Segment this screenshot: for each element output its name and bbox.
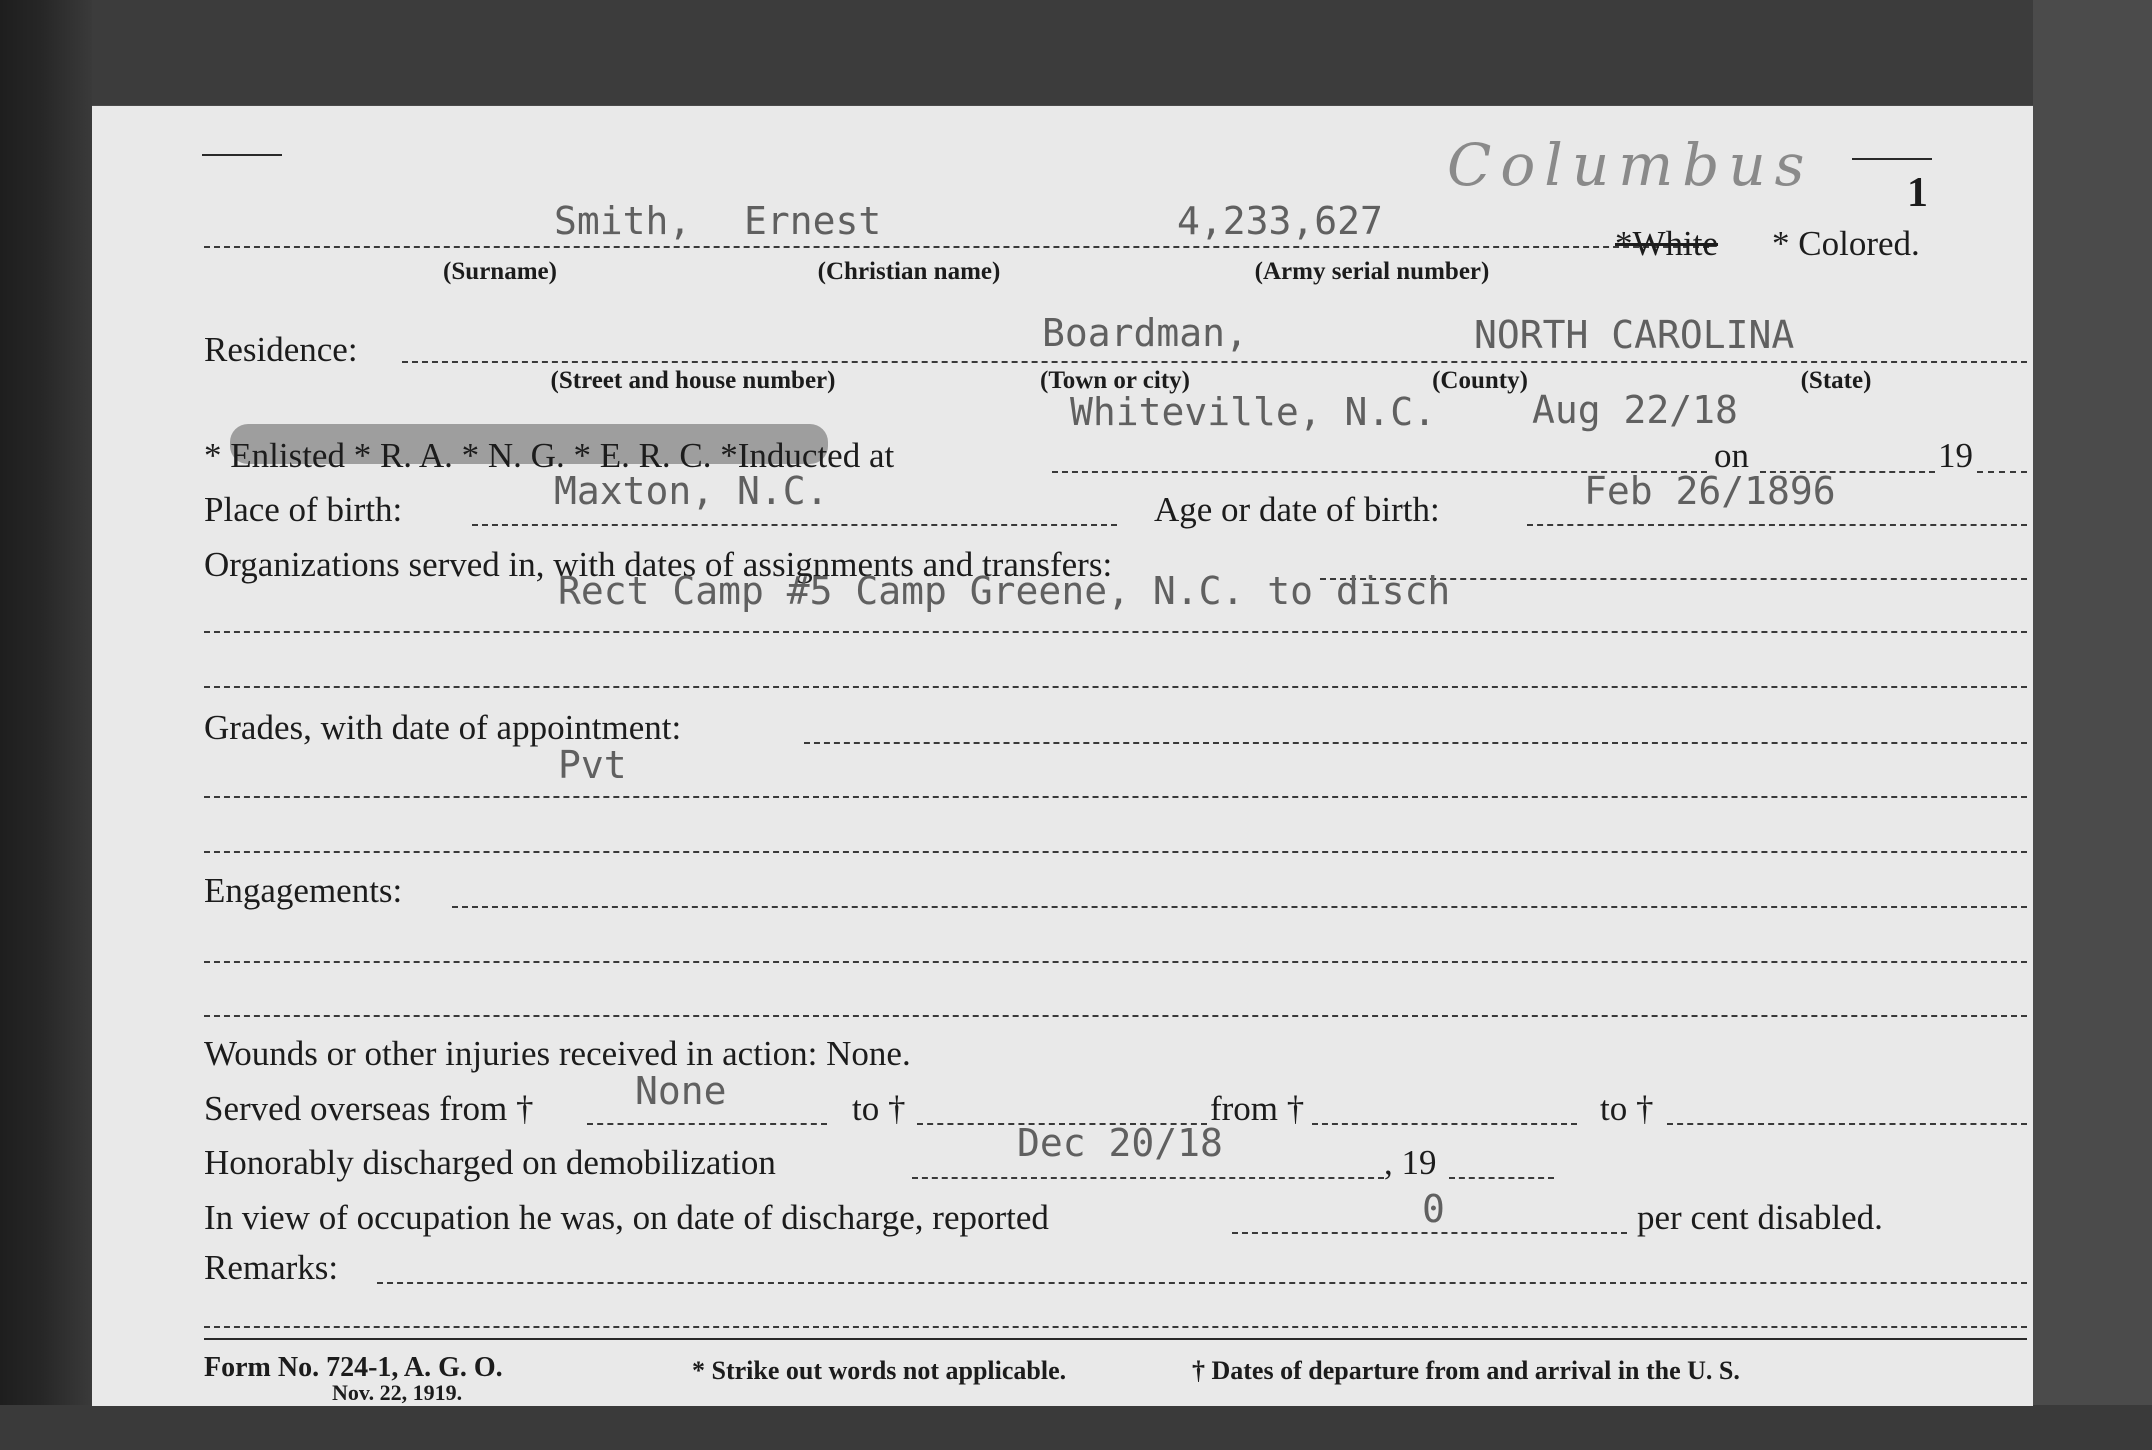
organizations-value: Rect Camp #5 Camp Greene, N.C. to disch (558, 569, 1451, 613)
engagements-line (204, 961, 2027, 963)
residence-town-value: Boardman, (1042, 311, 1248, 355)
discharge-label: Honorably discharged on demobilization (204, 1143, 776, 1182)
handwritten-county: Columbus (1447, 131, 1814, 199)
discharge-date-value: Dec 20/18 (1017, 1121, 1223, 1165)
grades-label: Grades, with date of appointment: (204, 708, 682, 747)
scan-background (2033, 0, 2152, 1450)
christian-name-caption: (Christian name) (817, 258, 1001, 285)
organizations-line (204, 686, 2027, 688)
surname-value: Smith, (554, 199, 692, 243)
scan-background (0, 0, 2152, 105)
form-number: Form No. 724-1, A. G. O. (204, 1352, 503, 1383)
race-white-option: *White (1615, 224, 1719, 263)
grades-line (204, 851, 2027, 853)
county-caption: (County) (1432, 367, 1528, 394)
street-caption: (Street and house number) (550, 367, 836, 394)
remarks-label: Remarks: (204, 1248, 339, 1287)
residence-line (402, 361, 2027, 363)
birth-date-line (1527, 524, 2027, 526)
remarks-line (204, 1326, 2027, 1328)
footer-rule (204, 1338, 2027, 1340)
overseas-from2-label: from † (1210, 1089, 1305, 1128)
serial-number-value: 4,233,627 (1177, 199, 1383, 243)
overseas-line (587, 1123, 827, 1125)
race-colored-option: * Colored. (1772, 224, 1920, 263)
record-card (92, 106, 2033, 1406)
card-number: 1 (1907, 170, 1928, 216)
disability-suffix: per cent disabled. (1637, 1198, 1883, 1237)
serial-number-caption: (Army serial number) (1254, 258, 1490, 285)
wounds-label: Wounds or other injuries received in action: None. (204, 1034, 911, 1073)
birth-date-label: Age or date of birth: (1154, 490, 1440, 529)
organizations-label: Organizations served in, with dates of assignments and transfers: (204, 545, 1113, 584)
overseas-line (1312, 1123, 1577, 1125)
engagements-label: Engagements: (204, 871, 403, 910)
overseas-line (1667, 1123, 2027, 1125)
overseas-from-value: None (635, 1069, 727, 1113)
corner-rule (202, 154, 282, 156)
birth-date-value: Feb 26/1896 (1584, 469, 1836, 513)
engagements-line (204, 1015, 2027, 1017)
engagements-line (452, 906, 2027, 908)
grades-line (804, 742, 2027, 744)
birth-place-line (472, 524, 1117, 526)
discharge-year-line (1449, 1177, 1554, 1179)
disability-line (1232, 1232, 1627, 1234)
organizations-line (204, 631, 2027, 633)
year-line (1977, 471, 2027, 473)
grades-value: Pvt (558, 743, 627, 787)
scan-background (0, 0, 92, 1450)
discharge-line (912, 1177, 1384, 1179)
year-prefix: 19 (1938, 436, 1973, 475)
dagger-note: † Dates of departure from and arrival in the U. S. (1192, 1356, 1740, 1385)
birth-place-value: Maxton, N.C. (554, 469, 829, 513)
birth-place-label: Place of birth: (204, 490, 403, 529)
corner-rule (1852, 158, 1932, 160)
remarks-line (377, 1282, 2027, 1284)
state-caption: (State) (1800, 367, 1872, 394)
surname-caption: (Surname) (443, 258, 557, 285)
christian-name-value: Ernest (744, 199, 882, 243)
scan-background (0, 1405, 2152, 1450)
disability-label: In view of occupation he was, on date of discharge, reported (204, 1198, 1049, 1237)
form-date: Nov. 22, 1919. (332, 1380, 463, 1405)
disability-value: 0 (1422, 1187, 1445, 1231)
residence-label: Residence: (204, 330, 358, 369)
induction-place-value: Whiteville, N.C. (1070, 390, 1437, 434)
induction-date-value: Aug 22/18 (1532, 388, 1738, 432)
overseas-label: Served overseas from † (204, 1089, 534, 1128)
residence-state-value: NORTH CAROLINA (1474, 313, 1795, 357)
discharge-year: , 19 (1384, 1143, 1437, 1182)
name-line (204, 246, 1709, 248)
enlisted-label: * Enlisted * R. A. * N. G. * E. R. C. *Inducted at (204, 436, 895, 475)
grades-line (204, 796, 2027, 798)
on-label: on (1714, 436, 1749, 475)
overseas-to-label: to † (852, 1089, 906, 1128)
strike-note: * Strike out words not applicable. (692, 1356, 1067, 1385)
town-caption: (Town or city) (1040, 367, 1190, 394)
overseas-to2-label: to † (1600, 1089, 1654, 1128)
